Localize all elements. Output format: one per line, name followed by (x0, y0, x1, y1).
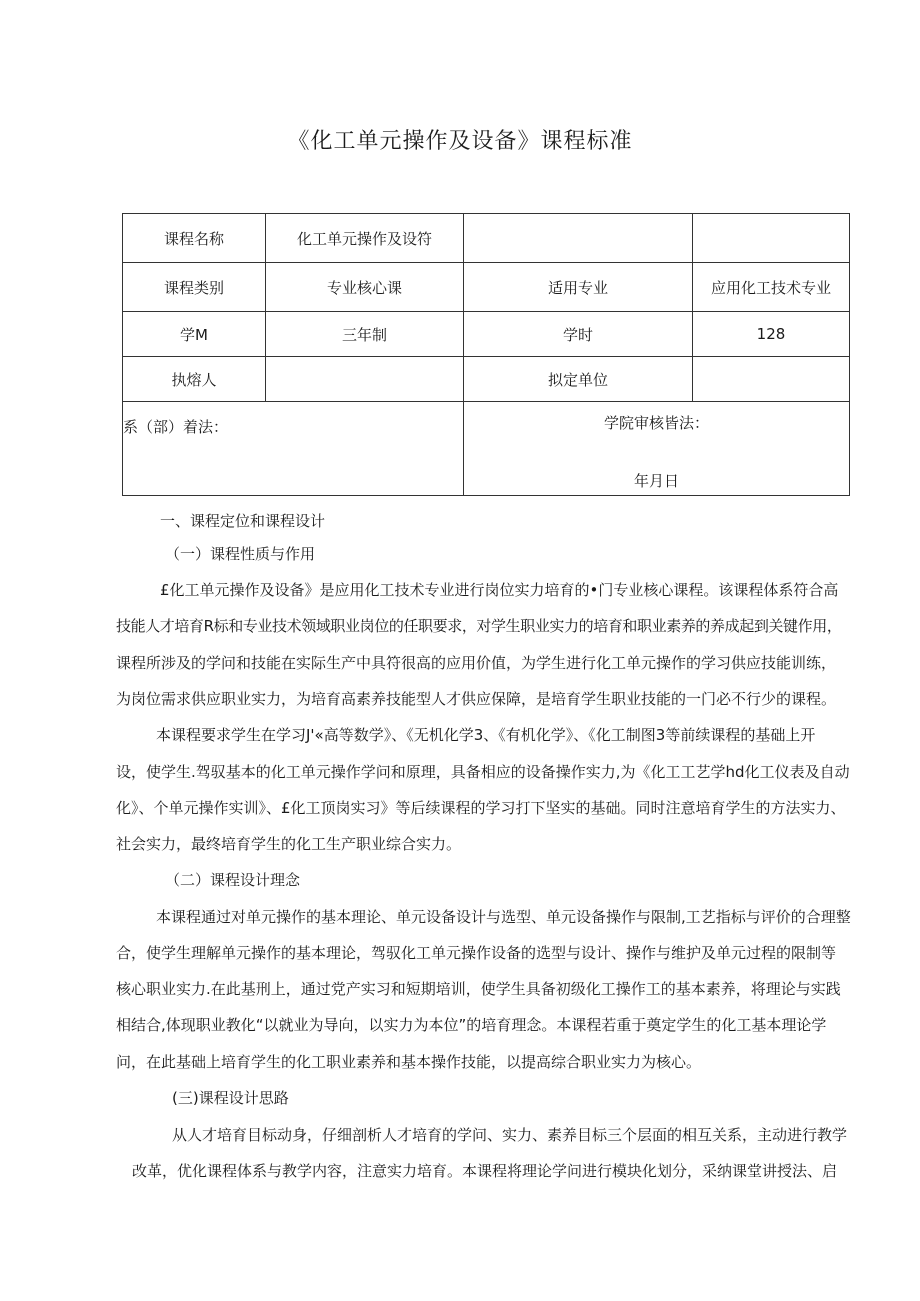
duration-label: 学M (123, 312, 266, 357)
section-heading: 一、课程定位和课程设计 (160, 512, 326, 530)
college-review-cell (464, 402, 850, 496)
paragraph-line: 化》、个单元操作实训》、£化工顶岗实习》等后续课程的学习打下坚实的基础。同时注意培育学生的方法实力、 (116, 799, 846, 817)
course-name-label: 课程名称 (123, 214, 266, 263)
table-row (123, 402, 850, 496)
table-row (123, 214, 850, 263)
paragraph-line: 核心职业实力.在此基刑上，通过党产实习和短期培训，使学生具备初级化工操作工的基本素养，将理论与实践 (116, 980, 841, 998)
subsection-heading: （一）课程性质与作用 (165, 545, 316, 563)
paragraph-line: 课程所涉及的学问和技能在实际生产中具符很高的应用价值，为学生进行化工单元操作的学习供应技能训练， (116, 654, 837, 672)
subsection-heading: (三)课程设计思路 (172, 1089, 289, 1107)
date-label: 年月日 (633, 472, 679, 490)
major-label: 适用专业 (464, 263, 693, 312)
unit-value (693, 357, 850, 402)
author-value (266, 357, 464, 402)
document-title: 《化工单元操作及设备》课程标准 (287, 129, 633, 154)
course-name-value: 化工单元操作及设符 (266, 214, 464, 263)
department-opinion-cell (123, 402, 464, 496)
paragraph-line: 从人才培育目标动身，仔细剖析人才培育的学问、实力、素养目标三个层面的相互关系，主动进行教学 (172, 1126, 848, 1144)
author-label: 执熔人 (123, 357, 266, 402)
paragraph-line: 合，使学生理解单元操作的基本理论，驾驭化工单元操作设备的选型与设计、操作与维护及单元过程的限制等 (116, 944, 837, 962)
paragraph-line: 本课程通过对单元操作的基本理论、单元设备设计与选型、单元设备操作与限制,工艺指标与评价的合理整 (156, 908, 851, 926)
table-row (123, 357, 850, 402)
duration-value: 三年制 (266, 312, 464, 357)
paragraph-line: £化工单元操作及设备》是应用化工技术专业进行岗位实力培育的•门专业核心课程。该课程体系符合高 (160, 581, 839, 599)
paragraph-line: 改革，优化课程体系与教学内容，注意实力培育。本课程将理论学问进行模块化划分，采纳课堂讲授法、启 (132, 1162, 838, 1180)
paragraph-line: 问，在此基础上培育学生的化工职业素养和基本操作技能，以提高综合职业实力为核心。 (116, 1053, 702, 1071)
hours-label: 学时 (464, 312, 693, 357)
empty-cell (464, 214, 693, 263)
course-type-label: 课程类别 (123, 263, 266, 312)
course-info-table (122, 213, 850, 496)
college-review-label: 学院审核皆法： (603, 414, 709, 432)
subsection-heading: （二）课程设计理念 (165, 871, 301, 889)
paragraph-line: 社会实力，最终培育学生的化工生产职业综合实力。 (116, 835, 462, 853)
paragraph-line: 为岗位需求供应职业实力，为培育高素养技能型人才供应保障，是培育学生职业技能的一门必不行少的课程。 (116, 690, 837, 708)
department-opinion-label: 系（部）着法： (123, 418, 229, 436)
paragraph-line: 相结合,体现职业教化“以就业为导向，以实力为本位”的培育理念。本课程若重于奠定学生的化工基本理论学 (116, 1016, 827, 1034)
major-value: 应用化工技术专业 (693, 263, 850, 312)
unit-label: 拟定单位 (464, 357, 693, 402)
table-row (123, 263, 850, 312)
table-row (123, 312, 850, 357)
paragraph-line: 本课程要求学生在学习J'«高等数学》、《无机化学3、《有机化学》、《化工制图3等前续课程的基础上开 (156, 726, 816, 744)
course-type-value: 专业核心课 (266, 263, 464, 312)
empty-cell (693, 214, 850, 263)
paragraph-line: 设，使学生.驾驭基本的化工单元操作学问和原理，具备相应的设备操作实力,为《化工工艺学hd化工仪表及自动 (116, 763, 850, 781)
paragraph-line: 技能人才培育R标和专业技术领域职业岗位的任职要求，对学生职业实力的培育和职业素养的养成起到关键作用， (116, 617, 842, 635)
hours-value: 128 (693, 312, 850, 357)
